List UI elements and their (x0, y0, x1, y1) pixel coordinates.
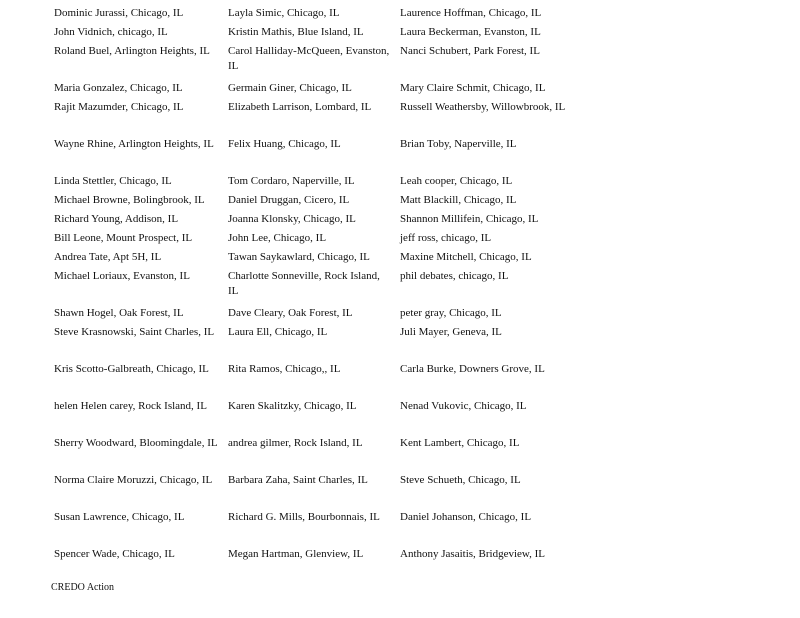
table-row (50, 210, 570, 229)
table-row (50, 360, 570, 397)
signer-entry: Michael Browne, Bolingbrook, IL (54, 194, 205, 206)
signer-entry: Rita Ramos, Chicago,, IL (228, 363, 341, 375)
signer-entry: Leah cooper, Chicago, IL (400, 175, 513, 187)
table-row (50, 172, 570, 191)
signer-entry: Kent Lambert, Chicago, IL (400, 437, 520, 449)
table-row (50, 98, 570, 135)
signer-entry: Karen Skalitzky, Chicago, IL (228, 400, 357, 412)
signer-entry: Norma Claire Moruzzi, Chicago, IL (54, 474, 213, 486)
table-row (50, 508, 570, 545)
table-row (50, 323, 570, 360)
signer-entry: Kristin Mathis, Blue Island, IL (228, 26, 364, 38)
signer-entry: Laura Ell, Chicago, IL (228, 326, 328, 338)
signer-entry: Shannon Millifein, Chicago, IL (400, 213, 539, 225)
table-row (50, 471, 570, 508)
signer-entry: Charlotte Sonneville, Rock Island, IL (228, 270, 380, 297)
signer-entry: helen Helen carey, Rock Island, IL (54, 400, 207, 412)
signer-entry: Maxine Mitchell, Chicago, IL (400, 251, 532, 263)
signer-entry: Barbara Zaha, Saint Charles, IL (228, 474, 368, 486)
signer-entry: Layla Simic, Chicago, IL (228, 7, 340, 19)
signer-entry: Richard G. Mills, Bourbonnais, IL (228, 511, 380, 523)
signer-entry: Joanna Klonsky, Chicago, IL (228, 213, 356, 225)
table-row (50, 267, 570, 304)
signer-entry: Daniel Druggan, Cicero, IL (228, 194, 350, 206)
table-row (50, 545, 570, 564)
signer-entry: Carla Burke, Downers Grove, IL (400, 363, 545, 375)
signer-entry: Linda Stettler, Chicago, IL (54, 175, 172, 187)
table-row (50, 4, 570, 23)
signer-entry: andrea gilmer, Rock Island, IL (228, 437, 363, 449)
signer-entry: Roland Buel, Arlington Heights, IL (54, 45, 210, 57)
signer-entry: Maria Gonzalez, Chicago, IL (54, 82, 183, 94)
signer-entry: Carol Halliday-McQueen, Evanston, IL (228, 45, 390, 72)
table-row (50, 135, 570, 172)
signer-entry: Germain Giner, Chicago, IL (228, 82, 352, 94)
signer-entry: Felix Huang, Chicago, IL (228, 138, 341, 150)
signer-entry: Nanci Schubert, Park Forest, IL (400, 45, 540, 57)
table-row (50, 434, 570, 471)
table-row (50, 23, 570, 42)
signer-entry: Mary Claire Schmit, Chicago, IL (400, 82, 546, 94)
signer-entry: Sherry Woodward, Bloomingdale, IL (54, 437, 218, 449)
table-row (50, 304, 570, 323)
signer-entry: Dominic Jurassi, Chicago, IL (54, 7, 184, 19)
footer-credit: CREDO Action (51, 582, 115, 593)
signer-entry: Spencer Wade, Chicago, IL (54, 548, 175, 560)
table-row (50, 42, 570, 79)
signer-entry: peter gray, Chicago, IL (400, 307, 502, 319)
signer-entry: Dave Cleary, Oak Forest, IL (228, 307, 353, 319)
signer-entry: Rajit Mazumder, Chicago, IL (54, 101, 184, 113)
signer-entry: phil debates, chicago, IL (400, 270, 509, 282)
signer-entry: Daniel Johanson, Chicago, IL (400, 511, 532, 523)
signer-entry: Wayne Rhine, Arlington Heights, IL (54, 138, 214, 150)
table-row (50, 229, 570, 248)
signer-entry: Laurence Hoffman, Chicago, IL (400, 7, 542, 19)
signer-entry: jeff ross, chicago, IL (400, 232, 492, 244)
signer-entry: Bill Leone, Mount Prospect, IL (54, 232, 193, 244)
table-row (50, 191, 570, 210)
signer-entry: Susan Lawrence, Chicago, IL (54, 511, 185, 523)
signer-entry: Steve Schueth, Chicago, IL (400, 474, 521, 486)
signer-entry: Brian Toby, Naperville, IL (400, 138, 517, 150)
signer-entry: Matt Blackill, Chicago, IL (400, 194, 517, 206)
signer-entry: Andrea Tate, Apt 5H, IL (54, 251, 162, 263)
signer-entry: Michael Loriaux, Evanston, IL (54, 270, 190, 282)
signer-entry: Shawn Hogel, Oak Forest, IL (54, 307, 184, 319)
table-row (50, 79, 570, 98)
signer-entry: Steve Krasnowski, Saint Charles, IL (54, 326, 215, 338)
signer-entry: Elizabeth Larrison, Lombard, IL (228, 101, 372, 113)
signer-entry: Nenad Vukovic, Chicago, IL (400, 400, 527, 412)
signer-entry: Megan Hartman, Glenview, IL (228, 548, 364, 560)
signer-table (50, 4, 570, 564)
signer-entry: Anthony Jasaitis, Bridgeview, IL (400, 548, 546, 560)
signer-entry: Juli Mayer, Geneva, IL (400, 326, 502, 338)
signer-entry: Richard Young, Addison, IL (54, 213, 179, 225)
signer-entry: John Lee, Chicago, IL (228, 232, 327, 244)
signer-entry: Laura Beckerman, Evanston, IL (400, 26, 541, 38)
signer-entry: Tom Cordaro, Naperville, IL (228, 175, 355, 187)
signer-entry: John Vidnich, chicago, IL (54, 26, 168, 38)
signer-entry: Kris Scotto-Galbreath, Chicago, IL (54, 363, 209, 375)
table-row (50, 248, 570, 267)
signer-entry: Russell Weathersby, Willowbrook, IL (400, 101, 566, 113)
signer-entry: Tawan Saykawlard, Chicago, IL (228, 251, 370, 263)
table-row (50, 397, 570, 434)
